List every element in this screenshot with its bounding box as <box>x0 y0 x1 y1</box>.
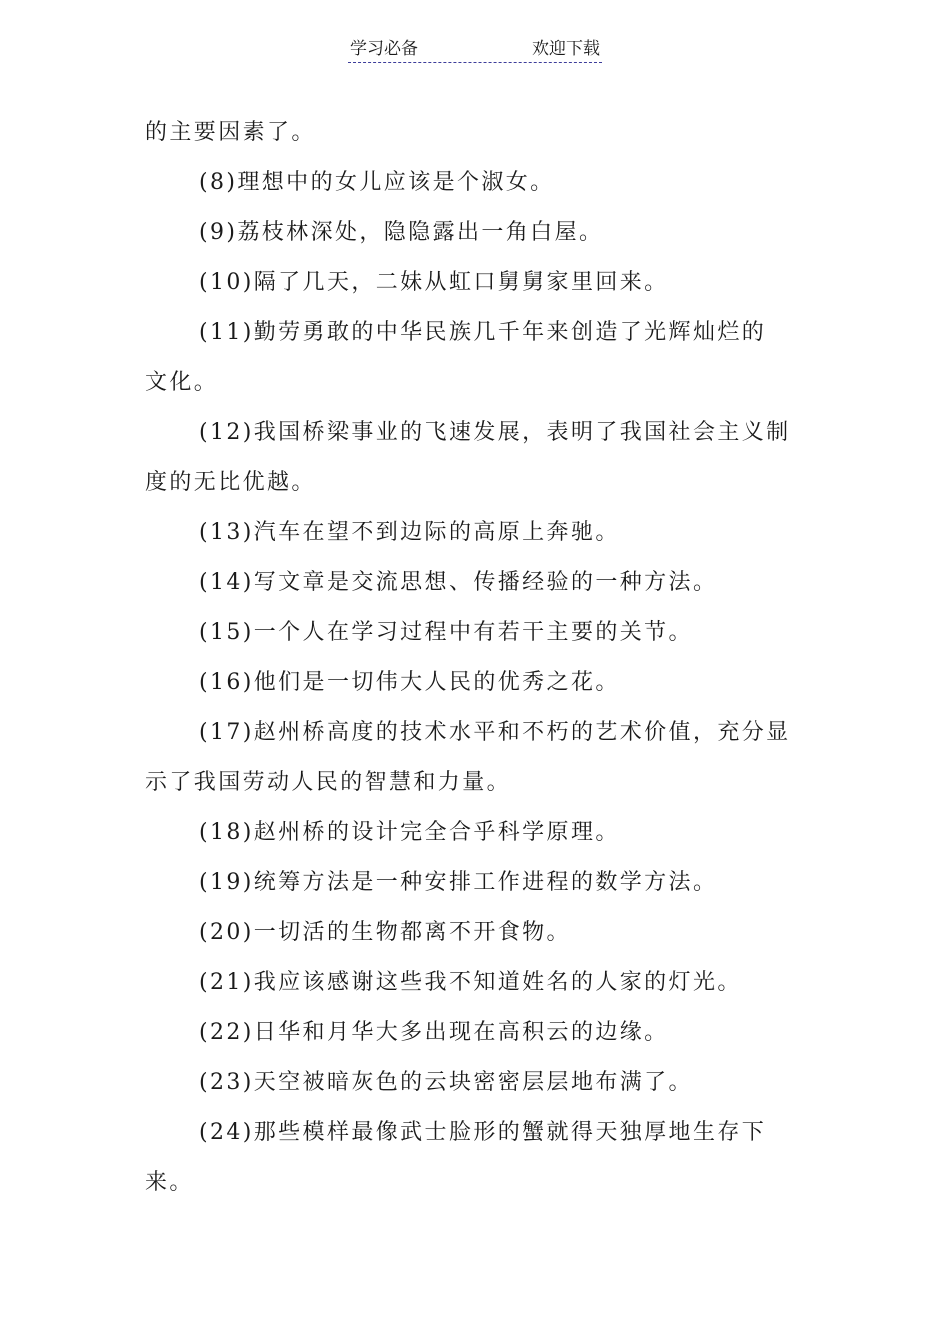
sentence-22: (22)日华和月华大多出现在高积云的边缘。 <box>199 1020 669 1045</box>
sentence-24: (24)那些模样最像武士脸形的蟹就得天独厚地生存下 <box>199 1120 767 1145</box>
sentence-21: (21)我应该感谢这些我不知道姓名的人家的灯光。 <box>199 970 742 995</box>
sentence-13: (13)汽车在望不到边际的高原上奔驰。 <box>199 520 620 545</box>
sentence-17: (17)赵州桥高度的技术水平和不朽的艺术价值，充分显 <box>199 720 791 745</box>
page-header <box>348 38 602 63</box>
sentence-10: (10)隔了几天，二妹从虹口舅舅家里回来。 <box>199 270 669 295</box>
sentence-20: (20)一切活的生物都离不开食物。 <box>199 920 571 945</box>
sentence-12: (12)我国桥梁事业的飞速发展，表明了我国社会主义制 <box>199 420 791 445</box>
text-line: 的主要因素了。 <box>145 120 316 145</box>
sentence-24-continued: 来。 <box>145 1170 194 1195</box>
header-right-text: 欢迎下载 <box>532 39 600 59</box>
sentence-15: (15)一个人在学习过程中有若干主要的关节。 <box>199 620 693 645</box>
sentence-16: (16)他们是一切伟大人民的优秀之花。 <box>199 670 620 695</box>
sentence-11: (11)勤劳勇敢的中华民族几千年来创造了光辉灿烂的 <box>199 320 767 345</box>
sentence-12-continued: 度的无比优越。 <box>145 470 316 495</box>
sentence-19: (19)统筹方法是一种安排工作进程的数学方法。 <box>199 870 718 895</box>
sentence-9: (9)荔枝林深处，隐隐露出一角白屋。 <box>199 220 604 245</box>
sentence-11-continued: 文化。 <box>145 370 219 395</box>
sentence-8: (8)理想中的女儿应该是个淑女。 <box>199 170 555 195</box>
sentence-18: (18)赵州桥的设计完全合乎科学原理。 <box>199 820 620 845</box>
header-left-text: 学习必备 <box>350 39 418 59</box>
sentence-23: (23)天空被暗灰色的云块密密层层地布满了。 <box>199 1070 693 1095</box>
document-body <box>145 108 807 1208</box>
sentence-14: (14)写文章是交流思想、传播经验的一种方法。 <box>199 570 718 595</box>
sentence-17-continued: 示了我国劳动人民的智慧和力量。 <box>145 770 512 795</box>
